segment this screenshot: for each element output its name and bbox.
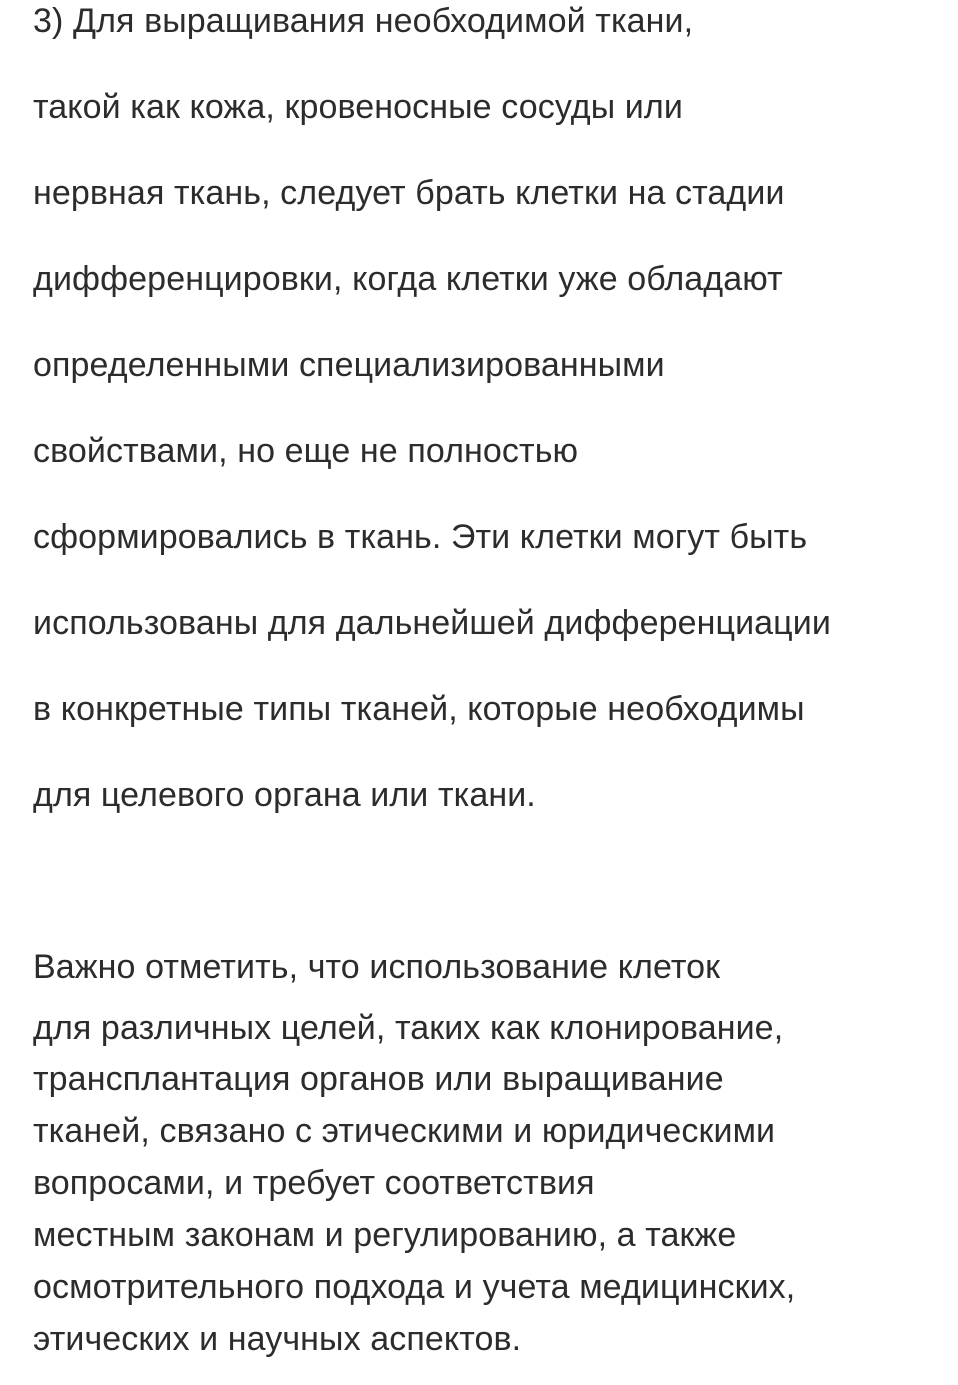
text-line: вопросами, и требует соответствия (33, 1164, 595, 1202)
text-line: сформировались в ткань. Эти клетки могут быть (33, 518, 808, 556)
text-line: осмотрительного подхода и учета медицинских, (33, 1268, 796, 1306)
text-line: дифференцировки, когда клетки уже обладают (33, 260, 783, 298)
text-line: определенными специализированными (33, 346, 665, 384)
text-line: местным законам и регулированию, а также (33, 1216, 737, 1254)
text-line: для целевого органа или ткани. (33, 776, 536, 814)
text-line: Важно отметить, что использование клеток (33, 948, 721, 986)
text-line: свойствами, но еще не полностью (33, 432, 579, 470)
text-line: тканей, связано с этическими и юридическими (33, 1112, 776, 1150)
text-line: 3) Для выращивания необходимой ткани, (33, 2, 694, 40)
text-line: для различных целей, таких как клонирование, (33, 1009, 784, 1047)
text-line: такой как кожа, кровеносные сосуды или (33, 88, 683, 126)
text-line: этических и научных аспектов. (33, 1320, 522, 1358)
text-line: нервная ткань, следует брать клетки на стадии (33, 174, 785, 212)
text-line: в конкретные типы тканей, которые необходимы (33, 690, 805, 728)
text-line: трансплантация органов или выращивание (33, 1060, 724, 1098)
text-line: использованы для дальнейшей дифференциации (33, 604, 831, 642)
